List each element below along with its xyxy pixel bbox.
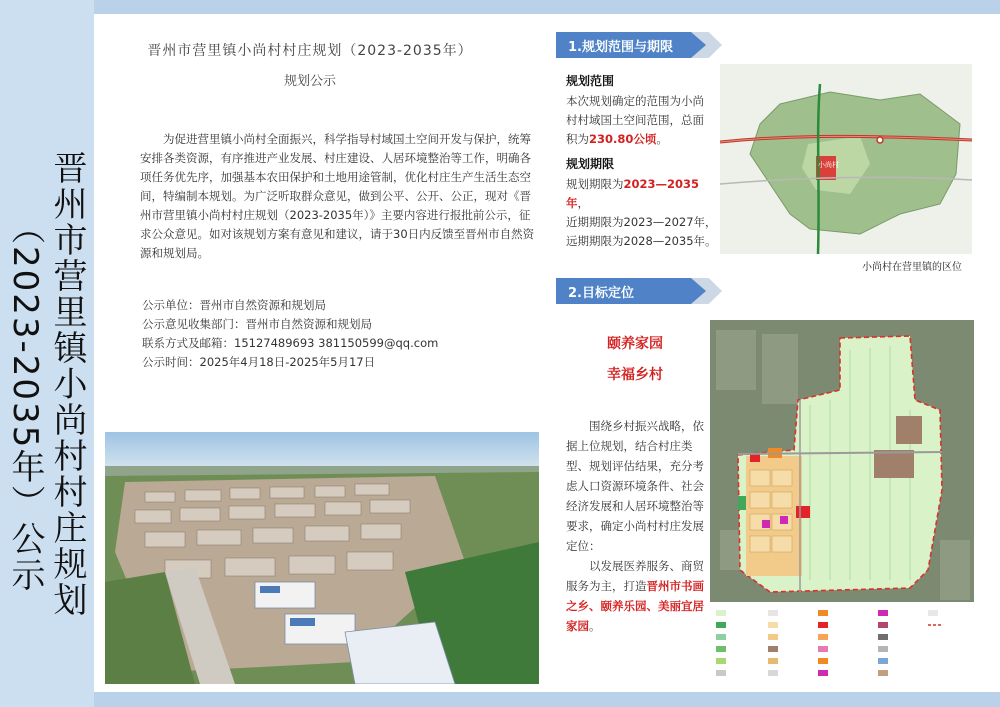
location-map-caption: 小尚村在营里镇的区位 [862,262,962,273]
goal-text-c: 。 [589,619,601,633]
period-near: 近期期限为2023—2027年， [566,215,717,229]
section2-header [556,278,722,304]
section2-header-label: 2.目标定位 [568,286,634,301]
intro-paragraph: 为促进营里镇小尚村全面振兴，科学指导村域国土空间开发与保护，统筹安排各类资源，有序推进产业发展、村庄建设、人居环境整治等工作，明确各项任务优先序，加强基本农田保护和土地用途管制，优化村庄生产生活生态空间，特编制本规划。为广泛听取群众意见，做到公平、公开、公正，现对《晋州市营里镇小尚村村庄规划（2023-2035年）》主要内容进行报批前公示，征求公众意见。如对该规划方案有意见和建议，请于30日内反馈至晋州市自然资源和规划局。 [140,132,535,260]
document-subtitle: 规划公示 [283,74,336,89]
goal-text-b-wrap [566,556,706,636]
goal-text [566,416,706,636]
period-range: 2023—2035年 [566,177,700,210]
period-b: ， [577,196,589,210]
slogan-2: 幸福乡村 [607,367,663,383]
vertical-title-line1: 晋州市营里镇小尚村村庄规划 [47,150,87,618]
goal-text-red: 晋州市书画之乡、颐养乐园、美丽宜居家园 [566,579,704,633]
village-aerial-photo [105,432,539,684]
document-title: 晋州市营里镇小尚村村庄规划（2023-2035年） [147,43,473,59]
goal-text-b: 以发展医养服务、商贸服务为主，打造 [566,559,704,593]
period-main [566,175,718,213]
scope-text-a: 本次规划确定的范围为小尚村村域国土空间范围，总面积为 [566,94,704,146]
scope-title: 规划范围 [566,74,615,88]
scope-text [566,92,714,149]
section1-header-label: 1.规划范围与期限 [568,40,673,55]
scope-text-b: 。 [656,132,668,146]
notice-unit: 公示单位：晋州市自然资源和规划局 [142,298,326,312]
period-title: 规划期限 [566,157,615,171]
land-use-plan-map [710,320,974,684]
period-text [566,175,718,251]
vertical-title-line2: （2023-2035年）公示 [5,210,45,594]
notice-info [142,296,438,372]
vertical-title-panel [0,0,94,707]
notice-time: 公示时间：2025年4月18日-2025年5月17日 [142,355,376,369]
goal-text-a: 围绕乡村振兴战略，依据上位规划，结合村庄类型、规划评估结果，充分考虑人口资源环境条件、社会经济发展和人居环境整治等要求，确定小尚村村庄发展定位： [566,419,704,553]
location-map [720,64,972,254]
scope-area: 230.80公顷 [589,132,657,146]
map-village-label: 小尚村 [818,161,839,169]
notice-dept: 公示意见收集部门：晋州市自然资源和规划局 [142,317,372,331]
period-far: 远期期限为2028—2035年。 [566,234,717,248]
slogan-1: 颐养家园 [607,336,663,352]
section1-header [556,32,722,58]
notice-contact: 联系方式及邮箱：15127489693 381150599@qq.com [142,336,439,350]
period-a: 规划期限为 [566,177,624,191]
